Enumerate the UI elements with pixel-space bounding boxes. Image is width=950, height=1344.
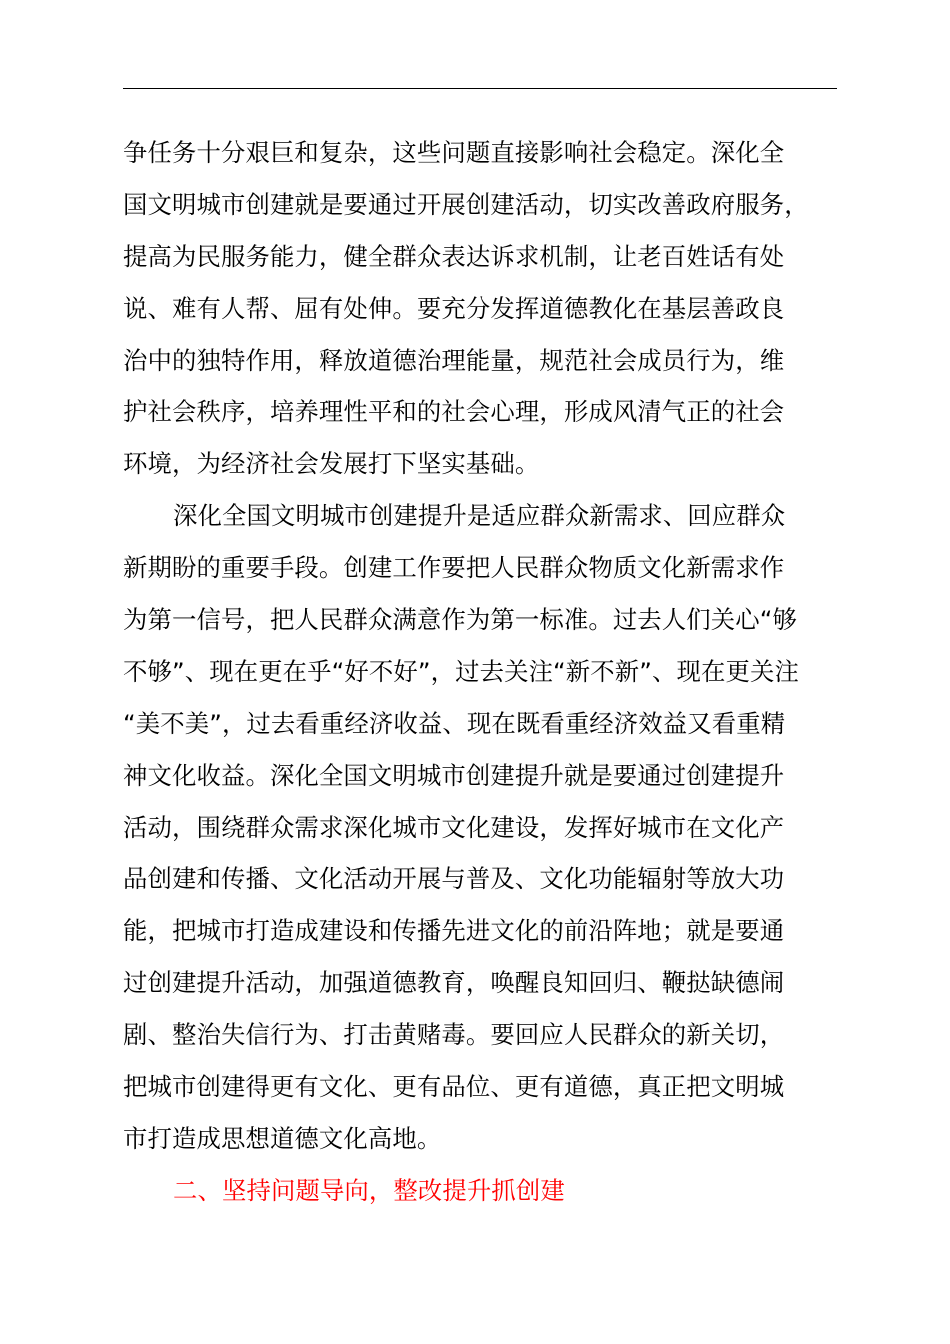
paragraph-1 — [123, 127, 843, 490]
text-line: 说、难有人帮、屈有处伸。要充分发挥道德教化在基层善政良 — [123, 293, 785, 323]
text-line: 神文化收益。深化全国文明城市创建提升就是要通过创建提升 — [123, 760, 785, 790]
paragraph-2 — [123, 490, 843, 1165]
text-line: 能，把城市打造成建设和传播先进文化的前沿阵地；就是要通 — [123, 916, 785, 946]
text-line: 治中的独特作用，释放道德治理能量，规范社会成员行为，维 — [123, 345, 785, 375]
text-line: 剧、整治失信行为、打击黄赌毒。要回应人民群众的新关切， — [123, 1020, 785, 1050]
text-line: 护社会秩序，培养理性平和的社会心理，形成风清气正的社会 — [123, 397, 785, 427]
text-line: 过创建提升活动，加强道德教育，唤醒良知回归、鞭挞缺德闹 — [123, 968, 785, 998]
text-line: 深化全国文明城市创建提升是适应群众新需求、回应群众 — [173, 501, 786, 531]
text-line: 把城市创建得更有文化、更有品位、更有道德，真正把文明城 — [123, 1072, 785, 1102]
text-line: 品创建和传播、文化活动开展与普及、文化功能辐射等放大功 — [123, 864, 785, 894]
header-rule — [123, 88, 837, 89]
section-heading: 二、坚持问题导向，整改提升抓创建 — [173, 1175, 565, 1205]
text-line: 国文明城市创建就是要通过开展创建活动，切实改善政府服务， — [123, 189, 809, 219]
text-line: 新期盼的重要手段。创建工作要把人民群众物质文化新需求作 — [123, 553, 785, 583]
text-line: 为第一信号，把人民群众满意作为第一标准。过去人们关心“够 — [123, 605, 797, 635]
text-line: “美不美”，过去看重经济收益、现在既看重经济效益又看重精 — [123, 708, 786, 738]
text-line: 市打造成思想道德文化高地。 — [123, 1123, 442, 1153]
text-line: 争任务十分艰巨和复杂，这些问题直接影响社会稳定。深化全 — [123, 138, 785, 167]
text-line: 活动，围绕群众需求深化城市文化建设，发挥好城市在文化产 — [123, 812, 785, 842]
document-body — [123, 127, 843, 1217]
text-line: 环境，为经济社会发展打下坚实基础。 — [123, 449, 540, 479]
text-line: 提高为民服务能力，健全群众表达诉求机制，让老百姓话有处 — [123, 241, 785, 271]
text-line: 不够”、现在更在乎“好不好”，过去关注“新不新”、现在更关注 — [123, 656, 799, 686]
